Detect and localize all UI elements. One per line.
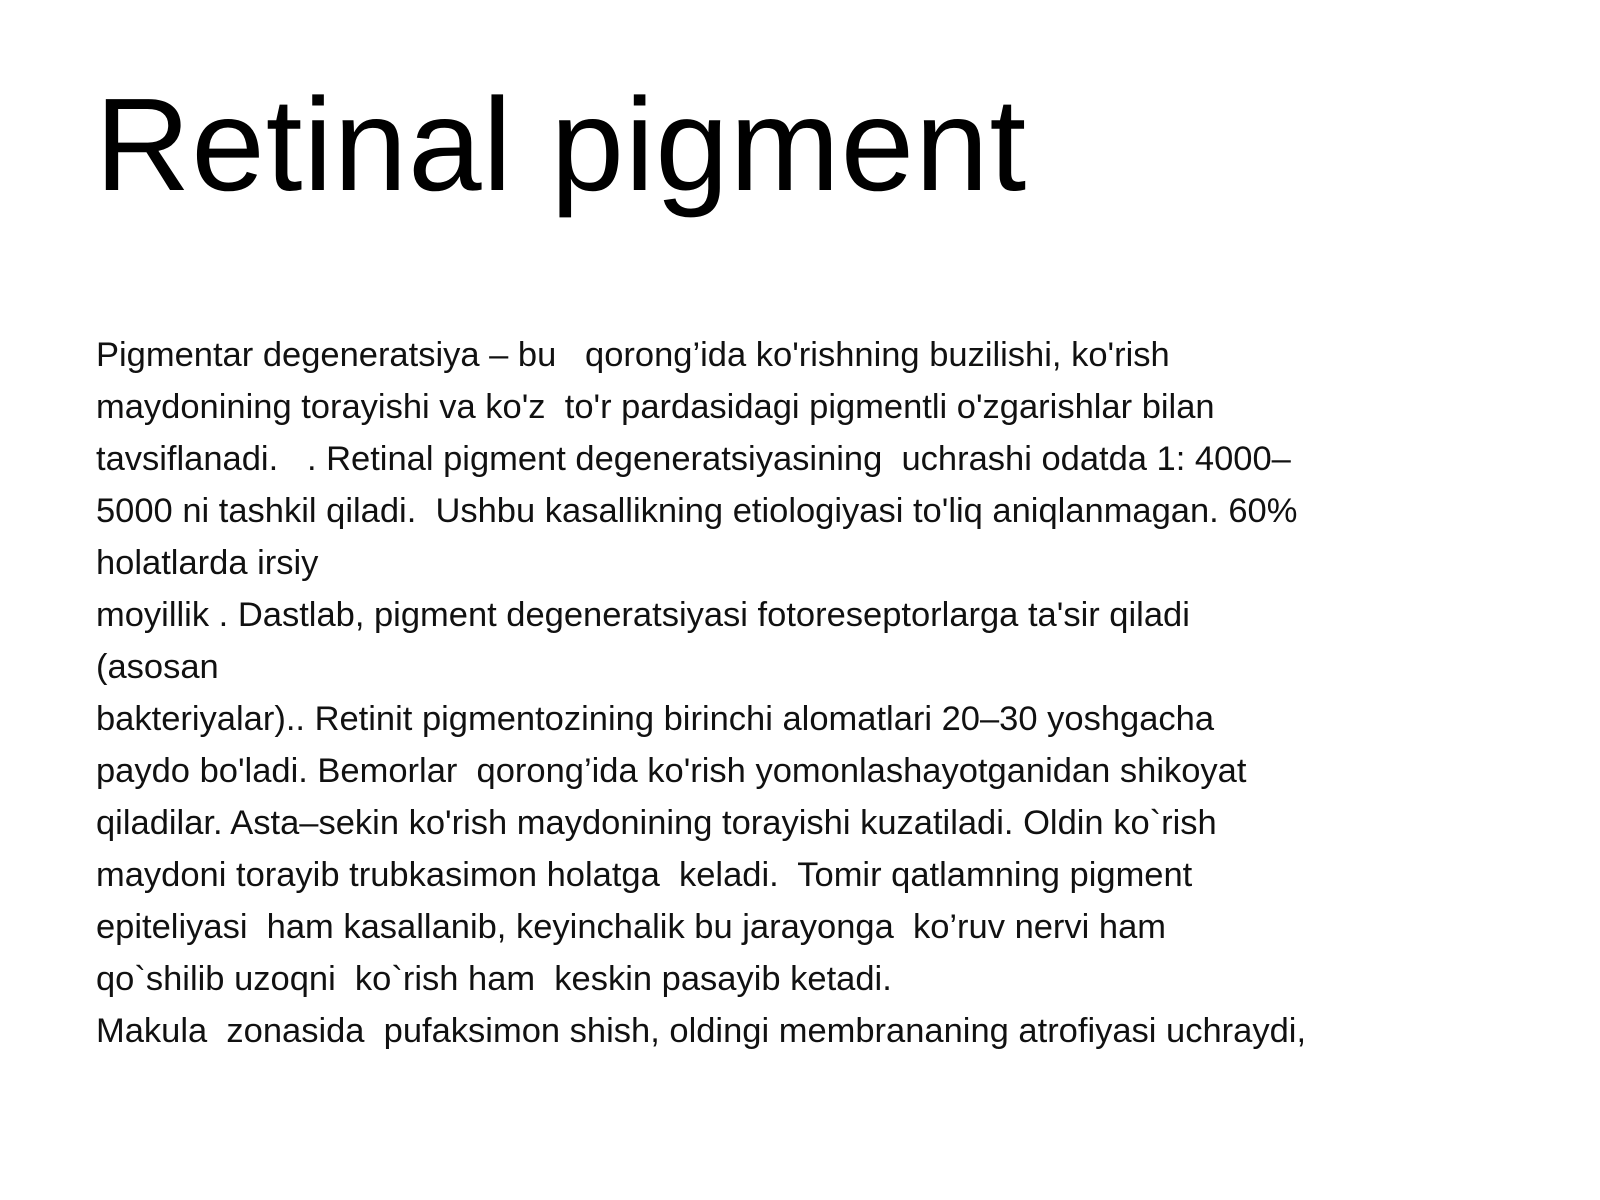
- body-line: tavsiflanadi. . Retinal pigment degeneratsiyasining uchrashi odatda 1: 4000–: [96, 440, 1291, 478]
- body-line: paydo bo'ladi. Bemorlar qorong’ida ko'rish yomonlashayotganidan shikoyat: [96, 752, 1247, 790]
- body-line: Pigmentar degeneratsiya – bu qorong’ida ko'rishning buzilishi, ko'rish: [96, 336, 1170, 374]
- body-line: maydonining torayishi va ko'z to'r pardasidagi pigmentli o'zgarishlar bilan: [96, 388, 1215, 426]
- body-line: maydoni torayib trubkasimon holatga keladi. Tomir qatlamning pigment: [96, 856, 1193, 894]
- body-line: holatlarda irsiy: [96, 544, 319, 582]
- body-line: bakteriyalar).. Retinit pigmentozining birinchi alomatlari 20–30 yoshgacha: [96, 700, 1215, 738]
- body-line: Makula zonasida pufaksimon shish, oldingi membrananing atrofiyasi uchraydi,: [96, 1012, 1307, 1050]
- body-line: (asosan: [96, 648, 219, 686]
- body-line: qiladilar. Asta–sekin ko'rish maydonining torayishi kuzatiladi. Oldin ko`rish: [96, 804, 1217, 842]
- body-line: qo`shilib uzoqni ko`rish ham keskin pasayib ketadi.: [96, 960, 892, 998]
- body-paragraph: [96, 329, 1536, 1057]
- slide-title: Retinal pigment: [95, 71, 1028, 218]
- body-line: moyillik . Dastlab, pigment degeneratsiyasi fotoreseptorlarga ta'sir qiladi: [96, 596, 1190, 634]
- body-line: 5000 ni tashkil qiladi. Ushbu kasallikning etiologiyasi to'liq aniqlanmagan. 60%: [96, 492, 1298, 530]
- body-line: epiteliyasi ham kasallanib, keyinchalik bu jarayonga ko’ruv nervi ham: [96, 908, 1167, 946]
